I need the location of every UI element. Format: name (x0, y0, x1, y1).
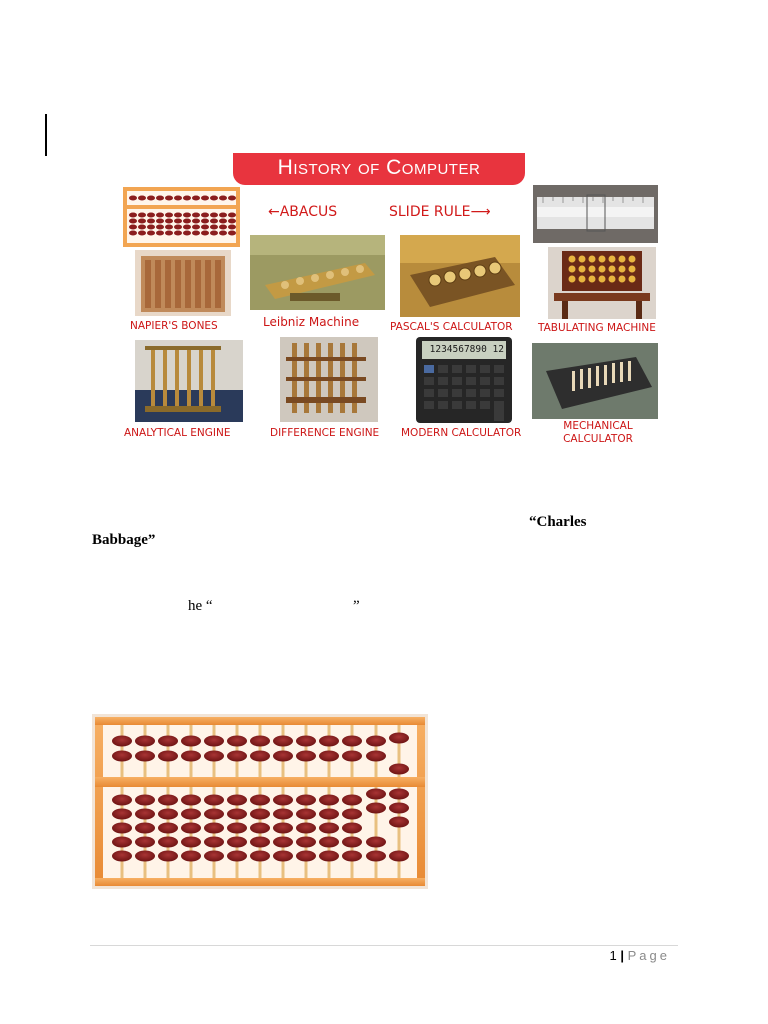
slide-rule-arrow-label: SLIDE RULE⟶ (389, 204, 491, 220)
napiers-bones-image (135, 250, 231, 316)
leibniz-machine-image (250, 235, 385, 310)
abacus-arrow-label: ←ABACUS (268, 204, 338, 220)
difference-engine-image (280, 337, 378, 422)
mechanical-calculator-caption: MECHANICAL CALCULATOR (563, 420, 633, 445)
footer-divider (90, 945, 678, 946)
modern-calculator-caption: MODERN CALCULATOR (401, 427, 522, 439)
pascals-calculator-image (400, 235, 520, 317)
leibniz-machine-caption: Leibniz Machine (263, 315, 360, 329)
page-footer (610, 948, 671, 963)
pascals-calculator-caption: PASCAL'S CALCULATOR (390, 321, 513, 333)
analytical-engine-caption: ANALYTICAL ENGINE (124, 427, 231, 439)
slide-rule-image (533, 185, 658, 243)
difference-engine-caption: DIFFERENCE ENGINE (270, 427, 380, 439)
charles-text: “Charles (529, 514, 587, 530)
page-number: 1 (609, 948, 617, 963)
he-quote-open-text: he “ (188, 598, 213, 614)
mechanical-calculator-image (532, 343, 658, 419)
babbage-text: Babbage” (92, 532, 156, 548)
modern-calculator-image (416, 337, 512, 423)
napiers-bones-caption: NAPIER'S BONES (130, 320, 218, 332)
abacus-thumb-image (123, 187, 240, 247)
abacus-image (92, 714, 428, 889)
analytical-engine-image (135, 340, 243, 422)
tabulating-machine-caption: TABULATING MACHINE (538, 322, 656, 334)
quote-close-text: ” (353, 598, 360, 614)
history-of-computer-collage (110, 150, 670, 455)
page-separator: | (620, 948, 624, 963)
text-cursor (45, 114, 47, 156)
collage-title-banner: History of Computer (233, 153, 525, 185)
calculator-display-digits: 1234567890 12 (429, 344, 504, 355)
page-word: Page (627, 948, 670, 963)
tabulating-machine-image (548, 247, 656, 319)
